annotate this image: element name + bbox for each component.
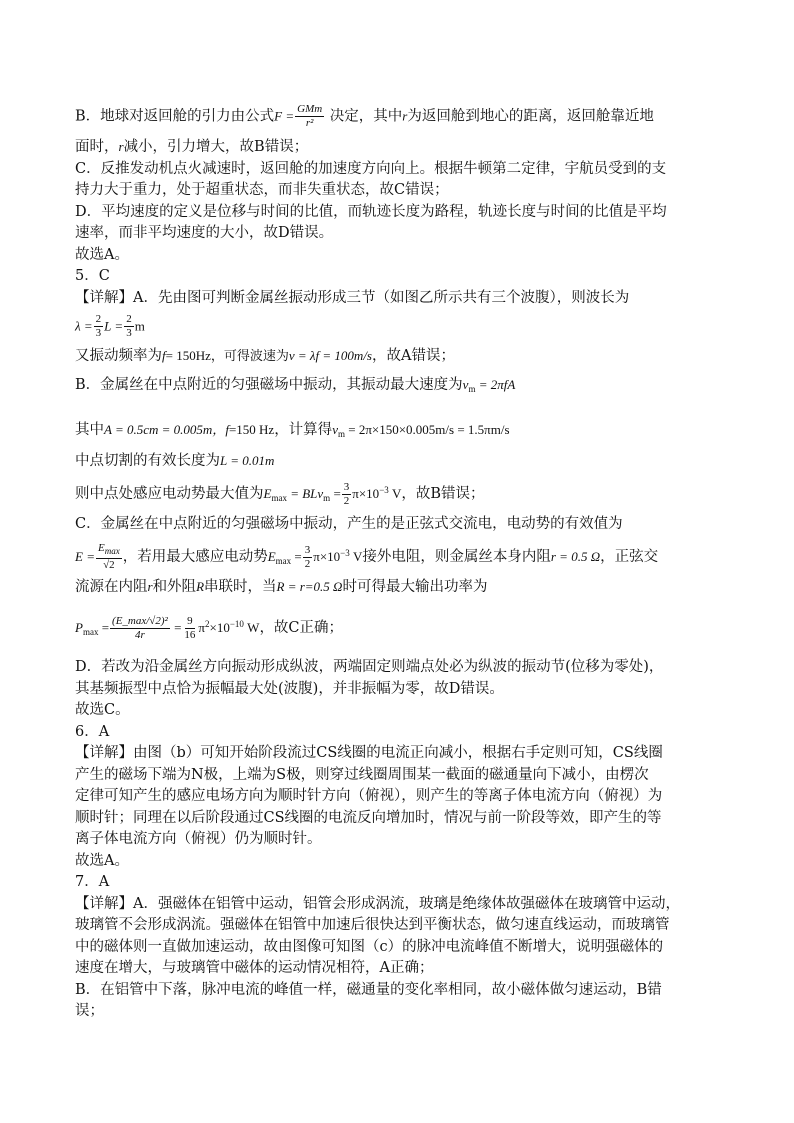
fraction: $\frac{3}{2}$	[304, 543, 311, 570]
equation-line: λ = $\frac{2}{3}$ L = $\frac{2}{3}$ m	[75, 313, 145, 339]
text-line: 故选A。	[75, 853, 129, 869]
text-line: 误；	[75, 1003, 104, 1019]
question-number: 5．C	[75, 268, 110, 284]
text-line: 顺时针；同理在以后阶段通过CS线圈的电流反向增加时，情况与前一阶段等效，即产生的等	[75, 810, 662, 826]
text-line: B．金属丝在中点附近的匀强磁场中振动，其振动最大速度为$v_m = 2\pi fA$	[75, 377, 516, 394]
text-line: 【详解】A．先由图可判断金属丝振动形成三节（如图乙所示共有三个波腹），则波长为	[75, 290, 630, 306]
fraction: $\frac{9}{16}$	[184, 614, 196, 641]
text-line: 流源在内阻r和外阻R串联时，当R = r=0.5 Ω时可得最大输出功率为	[75, 579, 488, 595]
fraction: $\frac{2}{3}$	[126, 313, 132, 339]
text-line: 产生的磁场下端为N极，上端为S极，则穿过线圈周围某一截面的磁通量向下减小，由楞次	[75, 767, 649, 783]
text-line: D．平均速度的定义是位移与时间的比值，而轨迹长度为路程，轨迹长度与时间的比值是平均	[75, 204, 667, 220]
text-line: 速度在增大，与玻璃管中磁体的运动情况相符，A正确；	[75, 960, 434, 976]
text-line: B．在铝管中下落，脉冲电流的峰值一样，磁通量的变化率相同，故小磁体做匀速运动，B错	[75, 982, 662, 998]
text-line: 又振动频率为f= 150Hz，可得波速为v = λf = 100m/s，故A错误；	[75, 348, 455, 364]
text-line: D．若改为沿金属丝方向振动形成纵波，两端固定则端点处必为纵波的振动节(位移为零处)，	[75, 659, 664, 675]
text-line: C．反推发动机点火减速时，返回舱的加速度方向向上。根据牛顿第二定律，宇航员受到的支	[75, 161, 667, 177]
text-line: 持力大于重力，处于超重状态，而非失重状态，故C错误；	[75, 182, 449, 198]
text-line: 其基频振型中点恰为振幅最大处(波腹)，并非振幅为零，故D错误。	[75, 681, 504, 697]
text-line: 【详解】由图（b）可知开始阶段流过CS线圈的电流正向减小，根据右手定则可知，CS线圈	[75, 745, 663, 761]
fraction: $\frac{\text{(E\_max/√2)²}}{4r}$	[112, 614, 168, 641]
equation-line: E = $\frac{E_{max}}{√2}$ ，若用最大感应电动势$E_{max}$ = $\frac{3}{2}$ $\pi\times 10^{-3}$ V接外电阻，则金属丝本身内阻r = 0.5 Ω，正弦交	[75, 542, 659, 571]
math: F =	[274, 108, 295, 124]
text-line: 离子体电流方向（俯视）仍为顺时针。	[75, 831, 322, 847]
text-line: 其中A = 0.5cm = 0.005m，f=150 Hz，计算得$v_m = 2\pi\times 150\times 0.005m/s = 1.5\pi m/s$	[75, 422, 510, 439]
text-line: 中点切割的有效长度为L = 0.01m	[75, 453, 275, 469]
text-line: C．金属丝在中点附近的匀强磁场中振动，产生的是正弦式交流电，电动势的有效值为	[75, 516, 623, 532]
text-line: 中的磁体则一直做加速运动，故由图像可知图（c）的脉冲电流峰值不断增大，说明强磁体的	[75, 939, 664, 955]
text-line: 面时，r减小，引力增大，故B错误；	[75, 139, 309, 155]
text-line: 【详解】A．强磁体在铝管中运动，铝管会形成涡流，玻璃是绝缘体故强磁体在玻璃管中运动，	[75, 896, 680, 912]
equation-line: 则中点处感应电动势最大值为$E_{max} = BLv_m$ = $\frac{3}{2}$ $\pi\times 10^{-3}$ V，故B错误；	[75, 480, 485, 507]
question-number: 6．A	[75, 724, 110, 740]
text-line: 玻璃管不会形成涡流。强磁体在铝管中加速后很快达到平衡状态，做匀速直线运动，而玻璃管	[75, 917, 670, 933]
fraction: $\frac{E_{max}}{√2}$	[97, 542, 120, 571]
text-line: B．地球对返回舱的引力由公式F = $\frac{\text{GMm}}{\text{r²}}$ 决定，其中r为返回舱到地心的距离，返回舱靠近地	[75, 103, 654, 129]
text-line: 速率，而非平均速度的大小，故D错误。	[75, 225, 334, 241]
text-line: 故选A。	[75, 247, 129, 263]
fraction: $\frac{\text{GMm}}{\text{r²}}$	[297, 103, 323, 129]
fraction: $\frac{3}{2}$	[343, 480, 350, 507]
text-line: 故选C。	[75, 702, 130, 718]
question-number: 7．A	[75, 874, 110, 890]
fraction: $\frac{2}{3}$	[95, 313, 102, 339]
text-line: 定律可知产生的感应电场方向为顺时针方向（俯视），则产生的等离子体电流方向（俯视）为	[75, 788, 663, 804]
equation-line: $P_{max}$ = $\frac{\text{(E\_max/√2)²}}{4r}$ = $\frac{9}{16}$ $\pi^2\times 10^{-10}$ W，故C正确；	[75, 614, 344, 641]
